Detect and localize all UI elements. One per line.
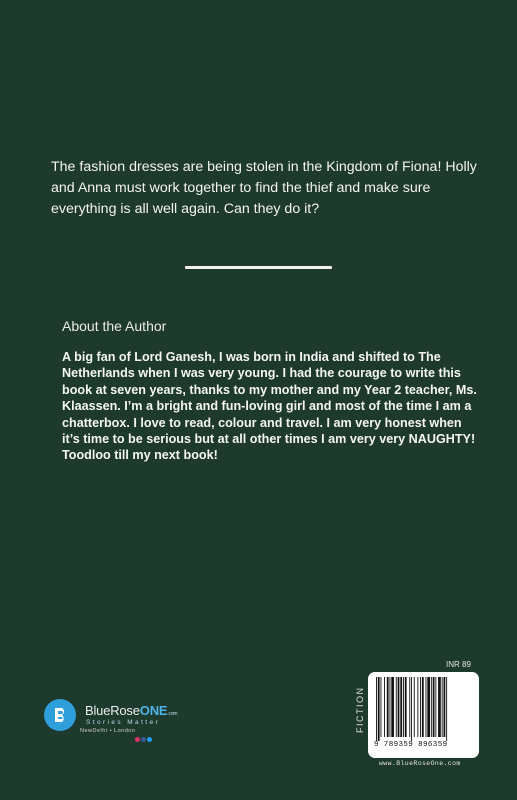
publisher-cities: NewDelhi • London — [80, 728, 136, 734]
publisher-name-suffix: .com — [167, 711, 178, 717]
publisher-logo — [40, 697, 180, 757]
price-label: INR 89 — [446, 660, 471, 669]
publisher-tagline: Stories Matter — [86, 719, 161, 726]
twitter-icon — [147, 737, 152, 742]
facebook-icon — [141, 737, 146, 742]
author-bio-text: A big fan of Lord Ganesh, I was born in India and shifted to The Netherlands when I was very young. I had the courage to write this book at seven years, thanks to my mother and my Year 2 teacher, Ms. Klaassen. I’m a bright and fun-loving girl and most of the time I am a chatterbox. I love to read, colour and travel. I am very honest when it’s time to be serious but at all other times I am very very NAUGHTY! — [62, 350, 477, 447]
isbn-barcode — [368, 672, 479, 758]
bluerose-emblem-icon — [44, 699, 76, 731]
author-signoff: Toodloo till my next book! — [62, 448, 218, 463]
publisher-name — [85, 703, 177, 718]
instagram-icon — [135, 737, 140, 742]
author-bio — [62, 349, 482, 464]
publisher-website: www.BlueRoseOne.com — [379, 760, 461, 767]
social-icons — [135, 737, 152, 742]
about-author-heading: About the Author — [62, 318, 167, 334]
barcode-bars — [374, 677, 473, 741]
isbn-digits: 9 789359 896359 — [374, 741, 448, 749]
divider-line — [185, 266, 332, 269]
publisher-name-main: BlueRose — [85, 703, 140, 718]
book-blurb: The fashion dresses are being stolen in the Kingdom of Fiona! Holly and Anna must work together to find the thief and make sure everything is all well again. Can they do it? — [51, 159, 477, 217]
genre-label: FICTION — [355, 686, 365, 733]
publisher-name-accent: ONE — [139, 703, 168, 718]
